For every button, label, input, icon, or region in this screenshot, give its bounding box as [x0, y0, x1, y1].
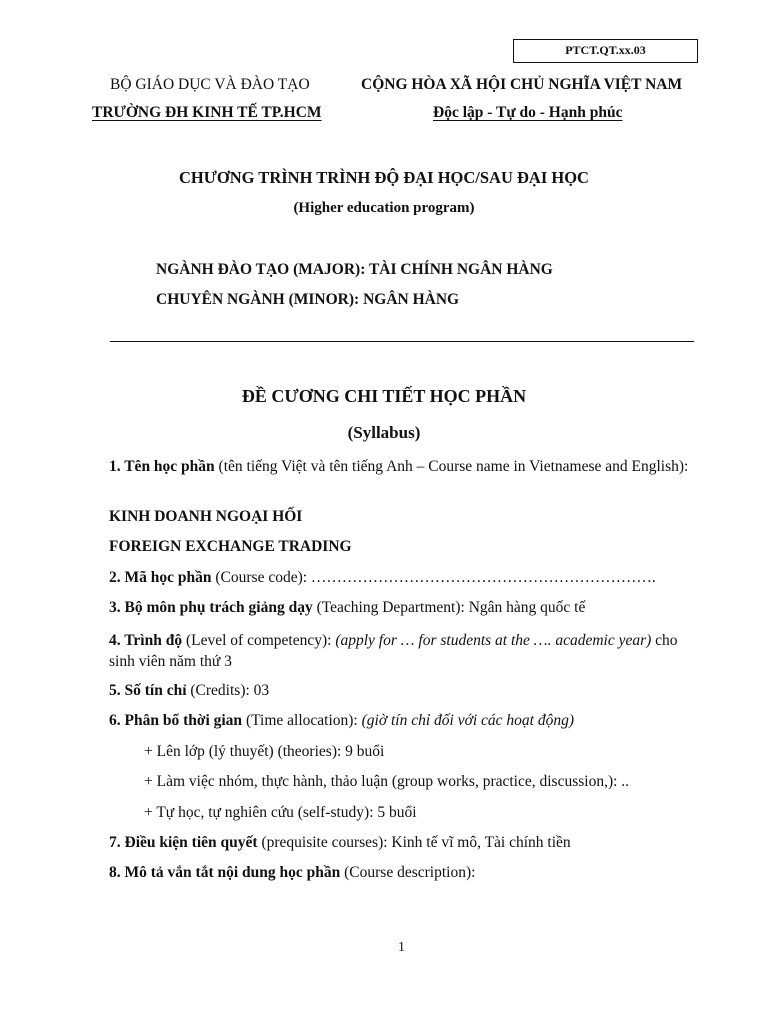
item-prerequisites [109, 834, 571, 852]
item-5-text: (Credits): 03 [186, 682, 270, 699]
item-time-allocation [109, 712, 574, 730]
item-credits [109, 682, 269, 700]
item-4-italic: (apply for … for students at the …. academic year) [335, 632, 652, 649]
country-name: CỘNG HÒA XÃ HỘI CHỦ NGHĨA VIỆT NAM [361, 76, 683, 93]
national-motto-text: Độc lập - Tự do - Hạnh phúc [433, 104, 623, 121]
item-7-text: (prequisite courses): Kinh tế vĩ mô, Tài chính tiền [257, 834, 571, 851]
item-level-of-competency [109, 630, 695, 672]
item-2-text: (Course code): …………………………………………………………. [211, 569, 656, 586]
major-line: NGÀNH ĐÀO TẠO (MAJOR): TÀI CHÍNH NGÂN HÀNG [156, 261, 553, 278]
item-1-label: 1. Tên học phần [109, 458, 215, 475]
item-3-label: 3. Bộ môn phụ trách giảng dạy [109, 599, 313, 616]
program-title: CHƯƠNG TRÌNH TRÌNH ĐỘ ĐẠI HỌC/SAU ĐẠI HỌC [179, 168, 589, 187]
item-4-label: 4. Trình độ [109, 632, 183, 649]
item-7-label: 7. Điều kiện tiên quyết [109, 834, 258, 851]
minor-line: CHUYÊN NGÀNH (MINOR): NGÂN HÀNG [156, 291, 460, 308]
item-6-label: 6. Phân bổ thời gian [109, 712, 243, 729]
item-4-text: (Level of competency): [182, 632, 336, 649]
item-1-text: (tên tiếng Việt và tên tiếng Anh – Course name in Vietnamese and English): [214, 458, 689, 475]
university-name [92, 104, 322, 122]
national-motto [433, 104, 622, 122]
item-6-italic: (giờ tín chỉ đối với các hoạt động) [361, 712, 575, 729]
horizontal-divider [110, 341, 694, 342]
item-4-tail: cho sinh viên năm thứ 3 [109, 632, 678, 670]
page-number: 1 [398, 940, 405, 955]
ministry-name: BỘ GIÁO DỤC VÀ ĐÀO TẠO [110, 76, 310, 93]
course-name-english: FOREIGN EXCHANGE TRADING [109, 538, 352, 555]
syllabus-subtitle: (Syllabus) [347, 423, 421, 442]
university-name-text: TRƯỜNG ĐH KINH TẾ TP.HCM [92, 104, 322, 121]
document-code-box: PTCT.QT.xx.03 [513, 39, 698, 63]
item-6-text: (Time allocation): [242, 712, 362, 729]
item-2-label: 2. Mã học phần [109, 569, 212, 586]
item-3-text: (Teaching Department): Ngân hàng quốc tế [312, 599, 586, 616]
item-course-code [109, 569, 656, 587]
item-8-label: 8. Mô tả vắn tắt nội dung học phần [109, 864, 341, 881]
time-allocation-group-works: + Làm việc nhóm, thực hành, thảo luận (group works, practice, discussion,): .. [144, 773, 630, 790]
time-allocation-self-study: + Tự học, tự nghiên cứu (self-study): 5 buổi [144, 804, 417, 821]
course-name-vietnamese: KINH DOANH NGOẠI HỐI [109, 508, 303, 525]
item-teaching-department [109, 599, 585, 617]
time-allocation-theories: + Lên lớp (lý thuyết) (theories): 9 buổi [144, 743, 385, 760]
item-5-label: 5. Số tín chỉ [109, 682, 187, 699]
syllabus-title: ĐỀ CƯƠNG CHI TIẾT HỌC PHẦN [241, 386, 527, 406]
item-course-name [109, 456, 695, 477]
program-subtitle: (Higher education program) [293, 200, 475, 216]
item-course-description [109, 864, 475, 882]
item-8-text: (Course description): [340, 864, 476, 881]
